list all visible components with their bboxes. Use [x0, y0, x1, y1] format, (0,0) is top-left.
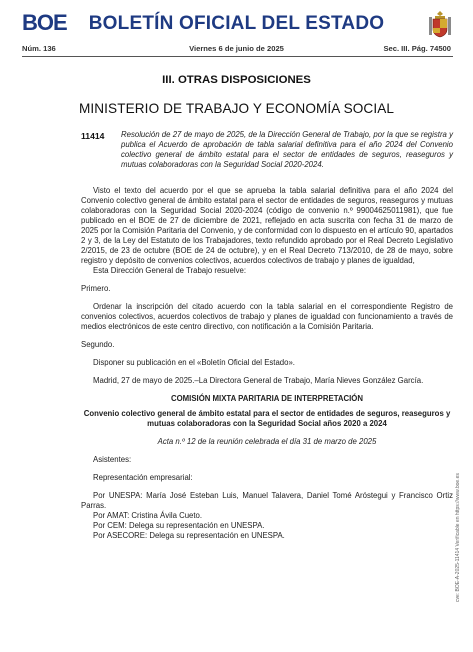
publication-title: BOLETÍN OFICIAL DEL ESTADO [88, 13, 385, 34]
visto-paragraph: Visto el texto del acuerdo por el que se aprueba la tabla salarial definitiva para el año 2024 del Convenio colectivo general de ámbito estatal para el sector de entidades de seguros, reaseguros y mutuas colaboradoras con la Seguridad Social 2020-2024 (código de convenio n.º 99004625011981), que fue publicado en el BOE de 27 de diciembre de 2021, reflejado en acta suscrita con fecha 31 de marzo de 2025 por la Comisión Paritaria del Convenio, y de conformidad con lo dispuesto en el artículo 90, apartados 2 y 3, de la Ley del Estatuto de los Trabajadores, texto refundido aprobado por el Real Decreto Legislativo 2/2015, de 23 de octubre (BOE de 24 de octubre), y en el Real Decreto 713/2010, de 28 de mayo, sobre registro y depósito de convenios colectivos, acuerdos colectivos de trabajo y planes de igualdad, [81, 186, 453, 265]
signature-paragraph: Madrid, 27 de mayo de 2025.–La Directora General de Trabajo, María Nieves González García. [93, 376, 424, 385]
verification-text: cve: BOE-A-2025-11414 Verificable en https://www.boe.es [455, 473, 461, 602]
spain-coat-of-arms-icon [428, 9, 452, 39]
document-body [81, 186, 453, 541]
commission-title: COMISIÓN MIXTA PARITARIA DE INTERPRETACIÓN [170, 394, 364, 403]
amat-line: Por AMAT: Cristina Ávila Cueto. [93, 511, 203, 520]
segundo-label: Segundo. [81, 340, 115, 349]
primero-label: Primero. [81, 284, 111, 293]
ministry-title: MINISTERIO DE TRABAJO Y ECONOMÍA SOCIAL [78, 101, 395, 116]
acta-line: Acta n.º 12 de la reunión celebrada el día 31 de marzo de 2025 [157, 437, 377, 446]
resolution-number: 11414 [81, 131, 105, 141]
cem-line: Por CEM: Delega su representación en UNESPA. [93, 521, 265, 530]
asecore-line: Por ASECORE: Delega su representación en UNESPA. [93, 531, 285, 540]
agreement-title: Convenio colectivo general de ámbito estatal para el sector de entidades de seguros, reaseguros y mutuas colaboradoras con la Seguridad Social años 2020 a 2024 [83, 409, 451, 428]
verification-code [455, 452, 464, 602]
section-page: Sec. III. Pág. 74500 [383, 44, 451, 53]
header-divider [22, 56, 453, 57]
resolution-summary: Resolución de 27 de mayo de 2025, de la Dirección General de Trabajo, por la que se registra y publica el Acuerdo de aprobación de tabla salarial definitiva para el año 2024 del Convenio colectivo general de ámbito estatal para el sector de entidades de seguros, reaseguros y mutuas colaboradoras con la Seguridad Social 2020-2024. [121, 130, 453, 169]
issue-date: Viernes 6 de junio de 2025 [189, 44, 284, 53]
segundo-paragraph: Disponer su publicación en el «Boletín Oficial del Estado». [93, 358, 295, 367]
unespa-line: Por UNESPA: María José Esteban Luis, Manuel Talavera, Daniel Tomé Aróstegui y Francisco Ortiz Parras. [81, 491, 453, 510]
svg-text:BOE: BOE [22, 11, 67, 33]
rep-empresarial-label: Representación empresarial: [93, 473, 193, 482]
primero-paragraph: Ordenar la inscripción del citado acuerdo con la tabla salarial en el correspondiente Registro de convenios colectivos, acuerdos colectivos de trabajo y planes de igualdad con funcionamiento a través de medios electrónicos de este centro directivo, con notificación a la Comisión Paritaria. [81, 302, 453, 331]
section-title: III. OTRAS DISPOSICIONES [162, 74, 311, 86]
issue-number: Núm. 136 [22, 44, 56, 53]
resuelve-paragraph: Esta Dirección General de Trabajo resuelve: [93, 266, 246, 275]
asistentes-label: Asistentes: [93, 455, 132, 464]
